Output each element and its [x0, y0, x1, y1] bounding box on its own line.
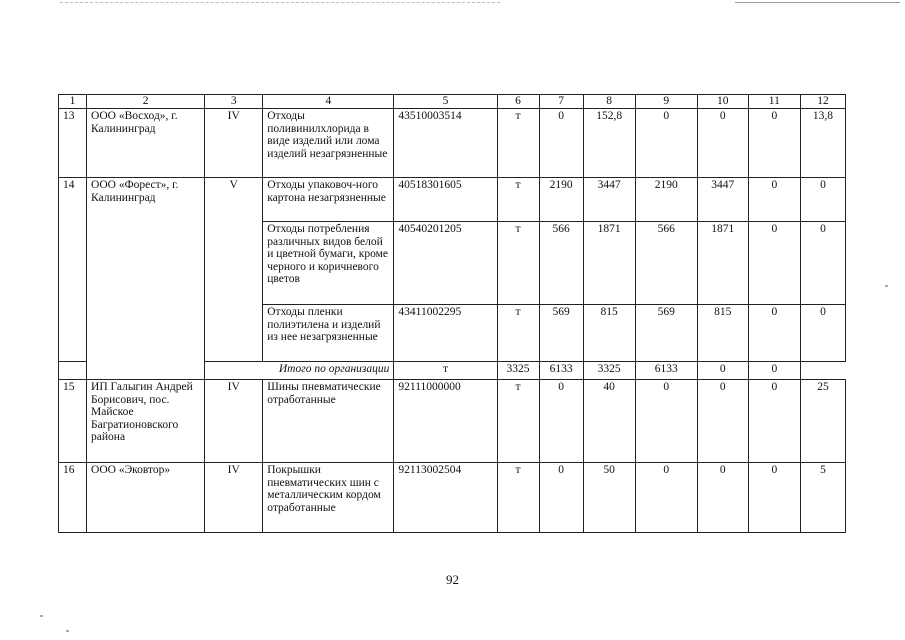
- waste-name-cell: Шины пневматические отработанные: [263, 380, 394, 463]
- column-number: 9: [635, 95, 697, 109]
- column-number: 4: [263, 95, 394, 109]
- scan-speck: [66, 630, 69, 632]
- table-row: [59, 463, 846, 533]
- value-cell: 0: [800, 222, 845, 305]
- value-cell: 0: [748, 305, 800, 362]
- value-cell: 0: [748, 380, 800, 463]
- value-cell: 815: [583, 305, 635, 362]
- value-cell: 25: [800, 380, 845, 463]
- hazard-class-cell: IV: [205, 109, 263, 178]
- waste-name-cell: Покрышки пневматических шин с металлическим кордом отработанные: [263, 463, 394, 533]
- page-number: 92: [446, 572, 459, 587]
- waste-code-cell: 92113002504: [394, 463, 497, 533]
- unit-cell: т: [497, 109, 539, 178]
- organization-cell: ООО «Восход», г. Калининград: [87, 109, 205, 178]
- unit-cell: т: [497, 463, 539, 533]
- hazard-class-cell: IV: [205, 380, 263, 463]
- table-row: [59, 109, 846, 178]
- value-cell: 0: [748, 222, 800, 305]
- row-number: 16: [59, 463, 87, 533]
- value-cell: 815: [697, 305, 748, 362]
- value-cell: 1871: [583, 222, 635, 305]
- value-cell: 0: [800, 305, 845, 362]
- value-cell: 0: [539, 109, 583, 178]
- value-cell: 0: [635, 463, 697, 533]
- value-cell: 5: [800, 463, 845, 533]
- column-number: 5: [394, 95, 497, 109]
- waste-code-cell: 43411002295: [394, 305, 497, 362]
- column-number: 10: [697, 95, 748, 109]
- value-cell: 0: [697, 380, 748, 463]
- scan-speck: [885, 285, 888, 287]
- total-row: [59, 362, 846, 380]
- unit-cell: т: [497, 305, 539, 362]
- unit-cell: т: [497, 380, 539, 463]
- value-cell: 152,8: [583, 109, 635, 178]
- value-cell: 569: [635, 305, 697, 362]
- value-cell: 6133: [539, 362, 583, 380]
- total-label: Итого по организации: [59, 362, 394, 380]
- value-cell: 2190: [539, 178, 583, 222]
- table-row: [59, 380, 846, 463]
- value-cell: 2190: [635, 178, 697, 222]
- waste-code-cell: 43510003514: [394, 109, 497, 178]
- hazard-class-cell: V: [205, 178, 263, 362]
- column-number: 3: [205, 95, 263, 109]
- waste-name-cell: Отходы потребления различных видов белой и цветной бумаги, кроме черного и коричневого цветов: [263, 222, 394, 305]
- value-cell: 0: [697, 109, 748, 178]
- waste-code-cell: 40518301605: [394, 178, 497, 222]
- value-cell: 0: [748, 463, 800, 533]
- column-number-row: [59, 95, 846, 109]
- waste-code-cell: 92111000000: [394, 380, 497, 463]
- column-number: 2: [87, 95, 205, 109]
- organization-cell: ООО «Форест», г. Калининград: [87, 178, 205, 380]
- hazard-class-cell: IV: [205, 463, 263, 533]
- value-cell: 40: [583, 380, 635, 463]
- scan-speck: [40, 615, 43, 617]
- column-number: 12: [800, 95, 845, 109]
- value-cell: 0: [748, 109, 800, 178]
- value-cell: 0: [748, 362, 800, 380]
- column-number: 1: [59, 95, 87, 109]
- value-cell: 0: [697, 463, 748, 533]
- unit-cell: т: [394, 362, 497, 380]
- waste-name-cell: Отходы упаковоч-ного картона незагрязненные: [263, 178, 394, 222]
- waste-name-cell: Отходы поливинилхлорида в виде изделий или лома изделий незагрязненные: [263, 109, 394, 178]
- column-number: 7: [539, 95, 583, 109]
- scan-edge-line: [735, 2, 900, 3]
- value-cell: 50: [583, 463, 635, 533]
- row-number: 14: [59, 178, 87, 362]
- value-cell: 1871: [697, 222, 748, 305]
- value-cell: 0: [635, 380, 697, 463]
- value-cell: 566: [635, 222, 697, 305]
- column-number: 8: [583, 95, 635, 109]
- unit-cell: т: [497, 178, 539, 222]
- value-cell: 0: [697, 362, 748, 380]
- value-cell: 3325: [497, 362, 539, 380]
- organization-cell: ООО «Эковтор»: [87, 463, 205, 533]
- value-cell: 13,8: [800, 109, 845, 178]
- value-cell: 0: [800, 178, 845, 222]
- table-row: [59, 178, 846, 222]
- unit-cell: т: [497, 222, 539, 305]
- column-number: 6: [497, 95, 539, 109]
- value-cell: 6133: [635, 362, 697, 380]
- row-number: 13: [59, 109, 87, 178]
- row-number: 15: [59, 380, 87, 463]
- scan-edge-line: [60, 2, 500, 3]
- value-cell: 566: [539, 222, 583, 305]
- value-cell: 0: [635, 109, 697, 178]
- value-cell: 3447: [697, 178, 748, 222]
- waste-code-cell: 40540201205: [394, 222, 497, 305]
- waste-name-cell: Отходы пленки полиэтилена и изделий из нее незагрязненные: [263, 305, 394, 362]
- value-cell: 3447: [583, 178, 635, 222]
- waste-table: [58, 94, 846, 533]
- column-number: 11: [748, 95, 800, 109]
- organization-cell: ИП Галыгин Андрей Борисович, пос. Майское Багратионовского района: [87, 380, 205, 463]
- value-cell: 0: [539, 463, 583, 533]
- value-cell: 3325: [583, 362, 635, 380]
- value-cell: 0: [539, 380, 583, 463]
- value-cell: 569: [539, 305, 583, 362]
- value-cell: 0: [748, 178, 800, 222]
